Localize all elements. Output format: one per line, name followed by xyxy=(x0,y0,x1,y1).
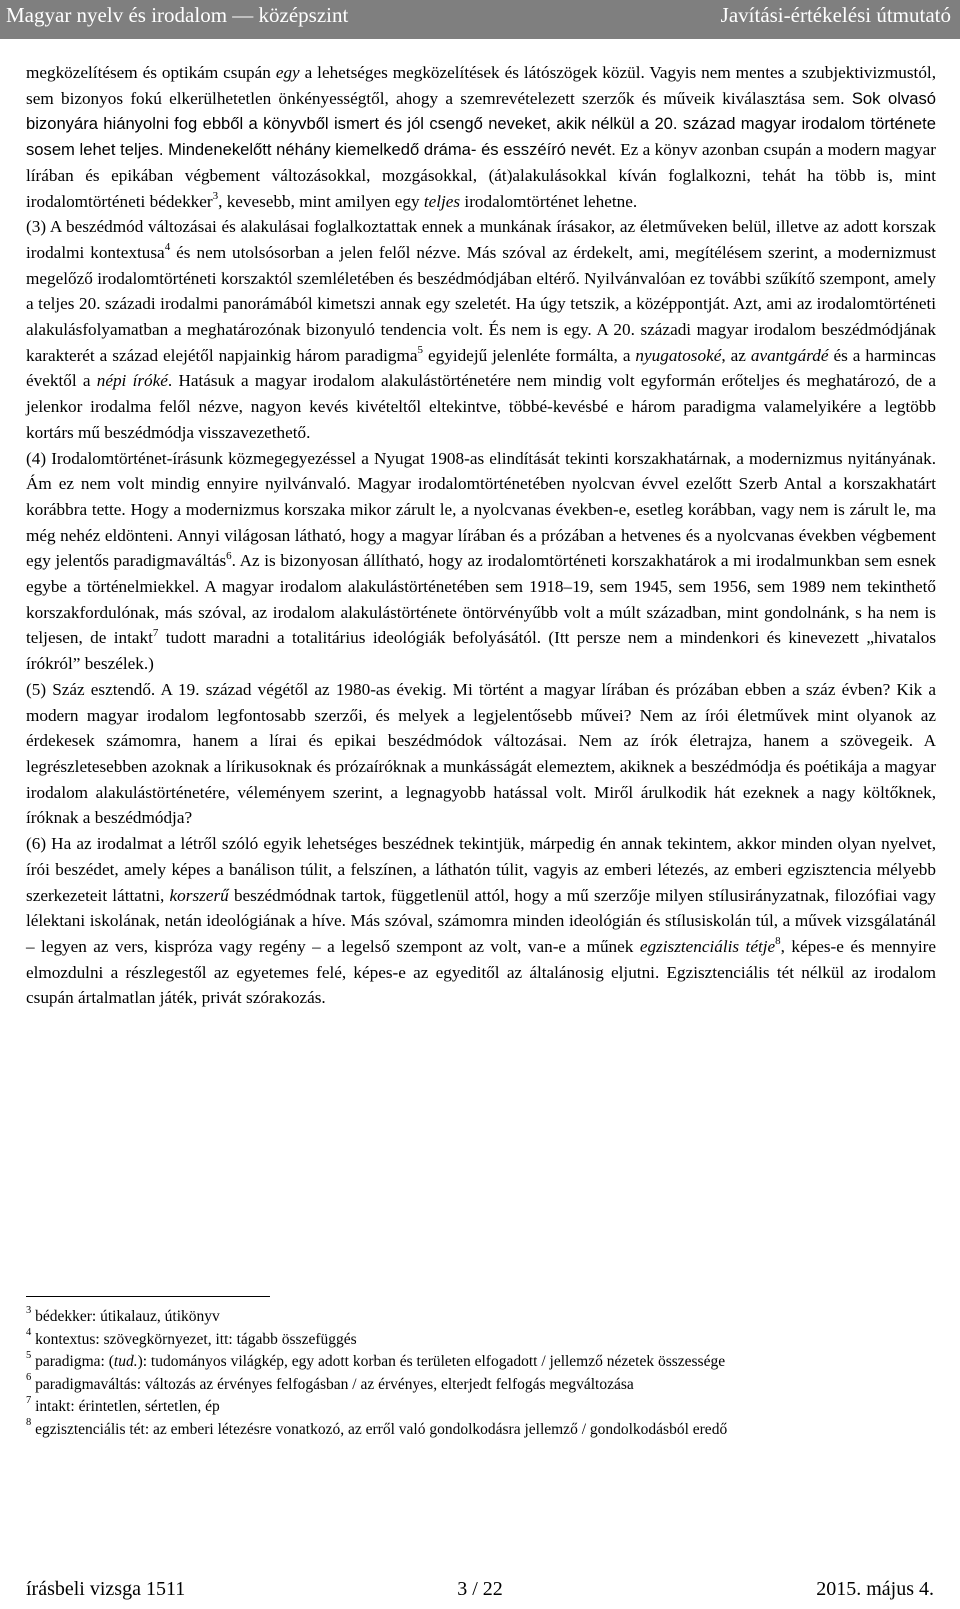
footnote-ref: 3 xyxy=(212,189,219,202)
page-header xyxy=(0,0,960,39)
footnote-6 xyxy=(26,1374,936,1397)
footnote-5 xyxy=(26,1351,936,1374)
footnote-ref: 4 xyxy=(164,241,171,254)
footnote-number: 7 xyxy=(26,1394,32,1406)
footnote-8 xyxy=(26,1419,936,1442)
footnote-ref: 7 xyxy=(152,626,159,639)
footnote-divider xyxy=(26,1296,270,1297)
paragraph-4 xyxy=(26,446,936,677)
text-run: . Hatásuk a magyar irodalom alakulástörténetére nem mindig volt egyformán erőteljes és meghatározó, de a jelenkor irodalma felől nézve, nagyon kevés kivételtől eltekintve, többé-kevésbé e három paradigma valamelyikére a legtöbb kortárs mű beszédmódja visszavezethető. xyxy=(26,371,937,442)
paragraph-5: (5) Száz esztendő. A 19. század végétől az 1980-as évekig. Mi történt a magyar lírában és prózában ebben a száz évben? Kik a modern magyar irodalom legfontosabb szerzői, és melyek a legjelentősebb művei? Nem az írói életművek mint olyanok az érdekesek számomra, hanem a lírai és epikai beszédmódok változásai. Nem az írók életrajza, hanem a szövegeik. A legrészletesebben azoknak a lírikusoknak és prózaíróknak a munkásságát elemeztem, akiknek a beszédmódja és poétikája a magyar irodalom alakulástörténetére, véleményem szerint, a legnagyobb hatással volt. Miről árulkodik hát ezeknek a nagy költőknek, íróknak a beszédmódja? xyxy=(26,679,936,828)
footnote-number: 5 xyxy=(26,1349,32,1361)
footnotes xyxy=(26,1306,936,1441)
text-run: (3) A beszédmód változásai és alakulásai foglalkoztattak ennek a munkának írásakor, az életműveken belül, illetve az adott korszak irodalmi kontextusa xyxy=(26,217,936,262)
footnote-number: 4 xyxy=(26,1327,32,1339)
header-title: Magyar nyelv és irodalom — középszint xyxy=(6,3,349,27)
main-text xyxy=(26,60,936,1011)
italic-run: korszerű xyxy=(169,885,229,905)
footnote-number: 8 xyxy=(26,1417,32,1429)
text-run: megközelítésem és optikám csupán xyxy=(26,63,276,82)
footnote-text: paradigma: ( xyxy=(35,1353,114,1370)
footnote-7 xyxy=(26,1396,936,1419)
footnote-number: 6 xyxy=(26,1372,32,1384)
text-run: és nem utolsósorban a jelen felől nézve. Más szóval az érdekelt, ami, megítélésem szerint, a modernizmust megelőző irodalomtörténeti korszaktól szemléletében és beszédmódjában eltérő. Nyilvánvalóan ez további szűkítő szempont, amely a teljes 20. századi irodalmi panorámából kimetszi annak egy szeletét. Ha úgy tetszik, a középpontját. Azt, ami az irodalomtörténeti alakulásfolyamatban a meghatározónak bizonyuló tendencia volt. És nem is egy. A 20. századi magyar irodalom beszédmódjának karakterét a század elejétől napjainkig három paradigma xyxy=(26,242,936,365)
text-run: egyidejű jelenléte formálta, a xyxy=(423,345,636,365)
paragraph-6 xyxy=(26,831,936,1011)
paragraph-continuation xyxy=(26,60,936,214)
footnote-ref: 5 xyxy=(417,344,424,356)
footnote-text: ): tudományos világkép, egy adott korban és területen elfogadott / jellemző nézetek összessége xyxy=(137,1353,726,1370)
footnote-ref: 6 xyxy=(226,549,232,562)
italic-run: avantgárdé xyxy=(750,345,829,365)
text-run: a lehetséges megközelítések és látószögek közül. Vagyis nem mentes a szubjektivizmustól, sem bizonyos fokú elkerülhetetlen önkényességtől, ahogy a szemrevételezett szerzők és műveik kiválasztása sem. xyxy=(26,63,936,108)
header-subtitle: Javítási-értékelési útmutató xyxy=(720,3,951,27)
footnote-ref: 8 xyxy=(775,935,781,948)
footnote-4 xyxy=(26,1329,936,1352)
footnote-text: egzisztenciális tét: az emberi létezésre vonatkozó, az erről való gondolkodásra jellemző / gondolkodásból eredő xyxy=(35,1420,728,1438)
sans-run: Sok olvasó bizonyára hiányolni fog ebből a könyvből ismert és jól csengő neveket, akik nélkül a 20. század magyar irodalom története sosem lehet teljes. Mindenekelőtt néhány kiemelkedő dráma- és esszéíró nevét. xyxy=(26,88,937,160)
page-number: 3 / 22 xyxy=(457,1578,503,1600)
exam-id: írásbeli vizsga 1511 xyxy=(26,1578,186,1600)
italic-run: népi íróké xyxy=(96,371,168,391)
footnote-text: kontextus: szövegkörnyezet, itt: tágabb összefüggés xyxy=(35,1330,357,1348)
text-run: Ez a könyv azonban csupán a modern magyar lírában és epikában végbement változásokkal, mozgásokkal, (át)alakulásokkal kíván foglalkozni, tehát ha több is, mint irodalomtörténeti bédekker xyxy=(26,140,936,211)
text-run: beszédmódnak tartok, függetlenül attól, hogy a mű szerzője milyen stílusirányzatnak, filozófiai vagy lélektani iskolának, netán ideológiának a híve. Más szóval, számomra minden ideológián és stílusiskolán túl, a művek vizsgálatánál – legyen az vers, kispróza vagy regény – a legelső szempont az volt, van-e a műnek xyxy=(26,885,936,956)
footnote-italic: tud. xyxy=(113,1353,138,1370)
text-run: (4) Irodalomtörténet-írásunk közmegegyezéssel a Nyugat 1908-as elindítását tekinti korszakhatárnak, a modernizmus nyitányának. Ám ez nem volt mindig ennyire nyilvánvaló. Magyar irodalomtörténetében nyolcvan évvel ezelőtt Szerb Antal a korszakhatárt korábbra tette. Hogy a modernizmus korszaka mikor zárult le, a nyolcvanas években-e, esetleg korábban, vagy nem is zárult le, ma még nehéz eldönteni. Annyi világosan látható, hogy a magyar lírában és a prózában a hetvenes és a nyolcvanas években végbement egy jelentős paradigmaváltás xyxy=(26,448,936,571)
text-run: , képes-e és mennyire elmozdulni a részlegestől az egyetemes felé, képes-e az egyeditől az általánosig eljutni. Egzisztenciális tét nélkül az irodalom csupán ártalmatlan játék, privát szórakozás. xyxy=(26,936,937,1008)
text-run: és a harmincas évektől a xyxy=(26,345,936,391)
italic-run: egy xyxy=(275,63,300,82)
paragraph-3 xyxy=(26,214,936,445)
footnote-text: intakt: érintetlen, sértetlen, ép xyxy=(35,1398,220,1415)
text-run: , kevesebb, mint amilyen egy xyxy=(218,191,424,211)
italic-run: teljes xyxy=(423,191,461,211)
text-run: . Az is bizonyosan állítható, hogy az irodalomtörténeti korszakhatárok a mi irodalmunkban sem esnek egybe a történelmiekkel. A magyar irodalom alakulástörténetében sem 1918–19, sem 1945, sem 1956, sem 1989 nem tekinthető korszakfordulónak, más szóval, az irodalom alakulástörténete öntörvényűbb volt a múlt században, mint gondolnánk, s ha nem is teljesen, de intakt xyxy=(26,551,936,648)
text-run: , az xyxy=(721,345,751,365)
text-run: irodalomtörténet lehetne. xyxy=(460,191,638,211)
text-run: (6) Ha az irodalmat a létről szóló egyik lehetséges beszédnek tekintjük, márpedig én annak tekintem, akkor minden olyan nyelvet, írói beszédet, amely képes a banálison túlit, a felszínen, a láthatón túlit, vagyis az emberi létezés, az emberi egzisztencia mélyebb szerkezeteit láttatni, xyxy=(26,834,936,905)
footnote-text: bédekker: útikalauz, útikönyv xyxy=(35,1308,220,1325)
exam-date: 2015. május 4. xyxy=(816,1578,934,1600)
italic-run: nyugatosoké xyxy=(635,345,722,365)
text-run: tudott maradni a totalitárius ideológiák befolyásától. (Itt persze nem a mindenkori és kinevezett „hivatalos írókról” beszélek.) xyxy=(26,628,937,674)
footnote-number: 3 xyxy=(26,1304,32,1316)
italic-run: egzisztenciális tétje xyxy=(639,936,776,956)
footnote-text: paradigmaváltás: változás az érvényes felfogásban / az érvényes, elterjedt felfogás megváltozása xyxy=(35,1375,634,1393)
footnote-3 xyxy=(26,1306,936,1329)
